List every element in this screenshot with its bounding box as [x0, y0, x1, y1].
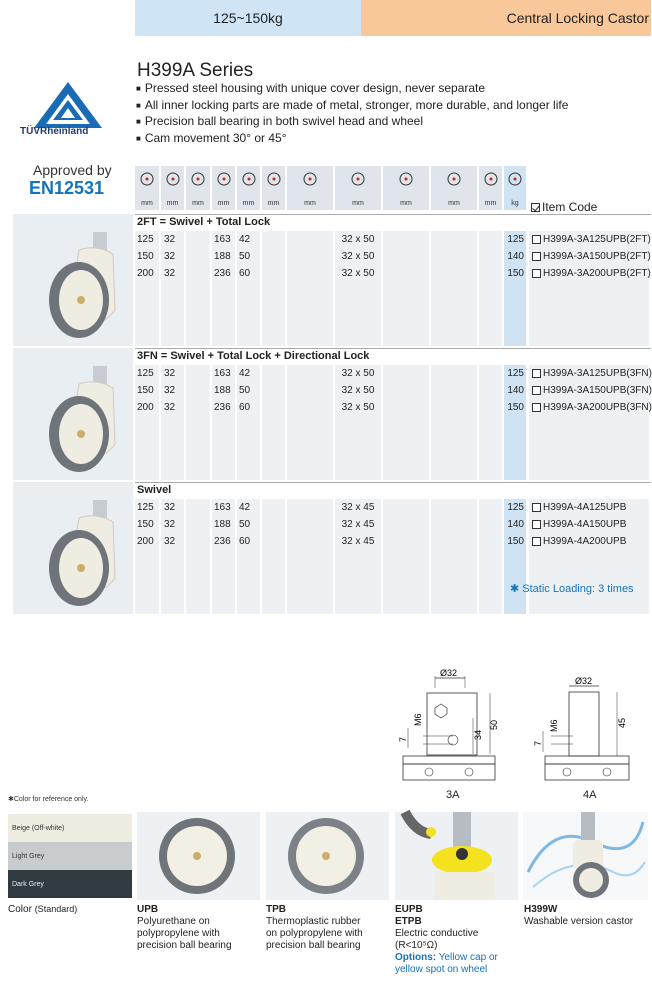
column-bg	[186, 231, 210, 346]
column-bg	[335, 231, 381, 346]
offset-icon	[483, 170, 499, 193]
upb-caption	[137, 904, 262, 952]
option-code: UPB	[137, 904, 159, 915]
unit-label: mm	[448, 200, 460, 207]
water-splash-icon	[523, 812, 648, 900]
cell-h: 163	[214, 502, 231, 513]
bolt-hole-icon	[446, 170, 462, 193]
feature-item: ■ Cam movement 30° or 45°	[136, 131, 568, 148]
cell-h: 236	[214, 402, 231, 413]
checkbox-icon[interactable]	[532, 403, 541, 412]
section-title: 2FT = Swivel + Total Lock	[137, 216, 271, 228]
cell-w: 32	[164, 536, 176, 547]
item-code-header	[531, 200, 597, 214]
conductive-image	[395, 812, 518, 900]
column-bg	[287, 365, 333, 480]
feature-item: ■ Precision ball bearing in both swivel head and wheel	[136, 114, 568, 131]
dim-34: 34	[473, 729, 483, 740]
column-bg	[529, 231, 649, 346]
item-code-row[interactable]	[532, 251, 651, 262]
column-bg	[212, 365, 235, 480]
checkbox-checked-icon	[531, 203, 540, 212]
product-banner	[361, 0, 651, 36]
column-bg	[504, 499, 526, 614]
option-desc: precision ball bearing	[137, 940, 232, 951]
yellow-cap-icon	[395, 812, 518, 900]
option-code: EUPB	[395, 904, 423, 915]
product-name: Central Locking Castor	[506, 10, 649, 26]
header-cell	[479, 166, 502, 210]
option-code: H399W	[524, 904, 558, 915]
column-bg	[479, 231, 502, 346]
cell-d: 200	[137, 402, 154, 413]
castor-icon	[13, 214, 133, 346]
dim-7: 7	[398, 736, 408, 742]
wheel-icon	[137, 812, 260, 900]
color-title: Color	[8, 904, 32, 915]
cell-plate: 32 x 50	[341, 368, 375, 379]
checkbox-icon[interactable]	[532, 386, 541, 395]
feature-item: ■ Pressed steel housing with unique cover design, never separate	[136, 81, 568, 98]
column-bg	[431, 365, 477, 480]
cell-load: 125	[507, 234, 524, 245]
header-cell	[186, 166, 210, 210]
cell-h: 236	[214, 536, 231, 547]
column-bg	[135, 365, 159, 480]
column-bg	[479, 499, 502, 614]
cell-w: 32	[164, 268, 176, 279]
static-loading-note: ✱ Static Loading: 3 times	[510, 583, 634, 595]
item-code-row[interactable]	[532, 502, 626, 513]
approved-by-label: Approved by	[33, 162, 112, 178]
wheel-dia-icon	[139, 170, 155, 193]
column-bg	[335, 499, 381, 614]
swatch-label: Light Grey	[12, 852, 45, 860]
dia-label: Ø32	[440, 668, 458, 678]
unit-label: mm	[304, 200, 316, 207]
drawing-3a-label: 3A	[446, 789, 460, 801]
item-code: H399A-4A125UPB	[543, 502, 627, 513]
option-extra	[395, 952, 520, 964]
item-code: H399A-3A125UPB(2FT)	[543, 234, 651, 245]
column-bg	[161, 365, 184, 480]
tpb-wheel-image	[266, 812, 389, 900]
checkbox-icon[interactable]	[532, 235, 541, 244]
cell-h: 188	[214, 385, 231, 396]
castor-icon	[13, 348, 133, 480]
color-standard: (Standard)	[34, 904, 78, 914]
header-cell	[262, 166, 285, 210]
cell-o: 42	[239, 502, 251, 513]
header-cell	[287, 166, 333, 210]
header-cell	[135, 166, 159, 210]
cell-h: 163	[214, 368, 231, 379]
option-desc: on polypropylene with	[266, 928, 363, 939]
m6-label: M6	[413, 713, 423, 726]
castor-icon	[13, 482, 133, 614]
wheel-icon	[266, 812, 389, 900]
cell-w: 32	[164, 519, 176, 530]
castor-image	[13, 214, 133, 346]
column-bg	[212, 499, 235, 614]
unit-label: mm	[141, 200, 153, 207]
header-cell	[237, 166, 260, 210]
column-bg	[135, 231, 159, 346]
column-bg	[161, 499, 184, 614]
item-code-row[interactable]	[532, 385, 652, 396]
cell-h: 236	[214, 268, 231, 279]
unit-label: mm	[400, 200, 412, 207]
unit-label: mm	[192, 200, 204, 207]
tuv-logo-text: TÜVRheinland	[20, 126, 89, 137]
cell-o: 50	[239, 385, 251, 396]
swatch-label: Dark Grey	[12, 880, 44, 888]
cell-d: 125	[137, 234, 154, 245]
item-code: H399A-4A150UPB	[543, 519, 627, 530]
tpb-caption	[266, 904, 391, 952]
item-code-row[interactable]	[532, 268, 651, 279]
unit-label: kg	[511, 200, 519, 207]
column-bg	[186, 365, 210, 480]
cell-d: 125	[137, 368, 154, 379]
unit-label: mm	[242, 200, 255, 207]
cell-h: 163	[214, 234, 231, 245]
upb-wheel-image	[137, 812, 260, 900]
cell-load: 150	[507, 268, 524, 279]
cell-w: 32	[164, 251, 176, 262]
section-divider	[135, 482, 651, 483]
column-bg	[212, 231, 235, 346]
item-code: H399A-3A150UPB(2FT)	[543, 251, 651, 262]
column-bg	[529, 365, 649, 480]
checkbox-icon[interactable]	[532, 503, 541, 512]
item-code-row[interactable]	[532, 368, 652, 379]
checkbox-icon[interactable]	[532, 269, 541, 278]
section-divider	[135, 348, 651, 349]
column-bg	[335, 365, 381, 480]
conductive-caption	[395, 904, 520, 976]
color-note: ✱Color for reference only.	[8, 796, 89, 803]
cell-plate: 32 x 50	[341, 385, 375, 396]
cell-plate: 32 x 45	[341, 502, 375, 513]
column-bg	[237, 499, 260, 614]
load-range-banner	[135, 0, 361, 36]
options-text: Yellow cap or	[438, 952, 498, 963]
cell-d: 200	[137, 268, 154, 279]
dim-45: 45	[617, 717, 627, 728]
option-desc: (R<10⁵Ω)	[395, 940, 438, 951]
dim-50: 50	[489, 719, 499, 730]
header-cell	[161, 166, 184, 210]
stem-icon	[350, 170, 366, 193]
cell-load: 140	[507, 519, 524, 530]
header-cell	[431, 166, 477, 210]
unit-label: mm	[484, 200, 497, 207]
cell-d: 150	[137, 519, 154, 530]
item-code: H399A-3A125UPB(3FN)	[543, 368, 652, 379]
option-desc: Washable version castor	[524, 916, 634, 927]
option-desc: Thermoplastic rubber	[266, 916, 361, 927]
option-code-2: ETPB	[395, 916, 422, 927]
castor-image	[13, 348, 133, 480]
washable-image	[523, 812, 648, 900]
column-bg	[504, 365, 526, 480]
item-code: H399A-3A200UPB(3FN)	[543, 402, 652, 413]
drawing-3a	[395, 668, 505, 788]
lock-icon	[241, 170, 257, 193]
column-bg	[287, 231, 333, 346]
cell-w: 32	[164, 234, 176, 245]
cell-o: 50	[239, 519, 251, 530]
checkbox-icon[interactable]	[532, 520, 541, 529]
plate-height-icon	[302, 170, 318, 193]
load-range: 125~150kg	[213, 10, 283, 26]
column-bg	[262, 231, 285, 346]
unit-label: mm	[166, 200, 179, 207]
drawing-4a-label: 4A	[583, 789, 597, 801]
checkbox-icon[interactable]	[532, 369, 541, 378]
column-bg	[262, 365, 285, 480]
cell-load: 150	[507, 536, 524, 547]
option-desc: Polyurethane on	[137, 916, 210, 927]
item-code: H399A-3A150UPB(3FN)	[543, 385, 652, 396]
column-bg	[161, 231, 184, 346]
option-desc: precision ball bearing	[266, 940, 361, 951]
swatch-light-grey	[8, 842, 132, 870]
column-bg	[287, 499, 333, 614]
castor-image	[13, 482, 133, 614]
column-bg	[529, 499, 649, 614]
unit-label: mm	[217, 200, 230, 207]
cell-plate: 32 x 50	[341, 251, 375, 262]
cell-load: 125	[507, 368, 524, 379]
header-cell	[383, 166, 429, 210]
plate-size-icon	[398, 170, 414, 193]
column-bg	[431, 231, 477, 346]
item-code-row[interactable]	[532, 536, 626, 547]
cell-plate: 32 x 50	[341, 234, 375, 245]
cell-plate: 32 x 50	[341, 402, 375, 413]
column-bg	[383, 365, 429, 480]
options-label: Options:	[395, 952, 437, 963]
cell-plate: 32 x 45	[341, 536, 375, 547]
cell-o: 60	[239, 402, 251, 413]
item-code-row[interactable]	[532, 234, 651, 245]
header-cell	[335, 166, 381, 210]
cell-o: 50	[239, 251, 251, 262]
column-bg	[383, 231, 429, 346]
cell-o: 60	[239, 536, 251, 547]
cell-o: 42	[239, 234, 251, 245]
dim-7: 7	[533, 740, 543, 746]
cell-w: 32	[164, 402, 176, 413]
series-title: H399A Series	[137, 60, 254, 81]
swatch-dark-grey	[8, 870, 132, 898]
column-bg	[479, 365, 502, 480]
wheel-width-icon	[165, 170, 181, 193]
checkbox-icon[interactable]	[532, 537, 541, 546]
column-bg	[383, 499, 429, 614]
standard-code: EN12531	[29, 178, 105, 198]
cell-d: 200	[137, 536, 154, 547]
item-code: H399A-3A200UPB(2FT)	[543, 268, 651, 279]
cell-h: 188	[214, 519, 231, 530]
item-code-row[interactable]	[532, 519, 626, 530]
column-bg	[262, 499, 285, 614]
swatch-beige	[8, 814, 132, 842]
section-divider	[135, 214, 651, 215]
cell-load: 150	[507, 402, 524, 413]
column-bg	[431, 499, 477, 614]
cell-plate: 32 x 45	[341, 519, 375, 530]
cell-d: 125	[137, 502, 154, 513]
load-icon	[507, 170, 523, 193]
height-icon	[266, 170, 282, 193]
color-label	[8, 904, 77, 915]
cell-w: 32	[164, 502, 176, 513]
drawing-4a	[535, 676, 635, 788]
column-bg	[237, 231, 260, 346]
section-title: Swivel	[137, 484, 172, 496]
item-code-label: Item Code	[542, 200, 598, 214]
wheel-fork-icon	[190, 170, 206, 193]
cell-w: 32	[164, 368, 176, 379]
cell-load: 125	[507, 502, 524, 513]
cell-load: 140	[507, 251, 524, 262]
feature-item: ■ All inner locking parts are made of metal, stronger, more durable, and longer life	[136, 98, 568, 115]
cell-d: 150	[137, 385, 154, 396]
cell-o: 60	[239, 268, 251, 279]
cell-w: 32	[164, 385, 176, 396]
feature-list	[136, 81, 568, 147]
washable-caption	[524, 904, 649, 928]
option-code: TPB	[266, 904, 286, 915]
unit-label: mm	[352, 200, 364, 207]
cell-d: 150	[137, 251, 154, 262]
swivel-icon	[216, 170, 232, 193]
option-desc: Electric conductive	[395, 928, 479, 939]
header-cell	[212, 166, 235, 210]
item-code-row[interactable]	[532, 402, 652, 413]
swatch-label: Beige (Off-white)	[12, 824, 65, 832]
item-code: H399A-4A200UPB	[543, 536, 627, 547]
cell-plate: 32 x 50	[341, 268, 375, 279]
column-bg	[237, 365, 260, 480]
options-text: yellow spot on wheel	[395, 964, 488, 975]
unit-label: mm	[267, 200, 280, 207]
cell-h: 188	[214, 251, 231, 262]
section-title: 3FN = Swivel + Total Lock + Directional Lock	[137, 350, 370, 362]
cell-load: 140	[507, 385, 524, 396]
checkbox-icon[interactable]	[532, 252, 541, 261]
cell-o: 42	[239, 368, 251, 379]
column-bg	[504, 231, 526, 346]
header-cell	[504, 166, 526, 210]
column-bg	[135, 499, 159, 614]
dia-label: Ø32	[575, 676, 593, 686]
option-desc: polypropylene with	[137, 928, 220, 939]
m6-label: M6	[549, 719, 559, 732]
column-bg	[186, 499, 210, 614]
